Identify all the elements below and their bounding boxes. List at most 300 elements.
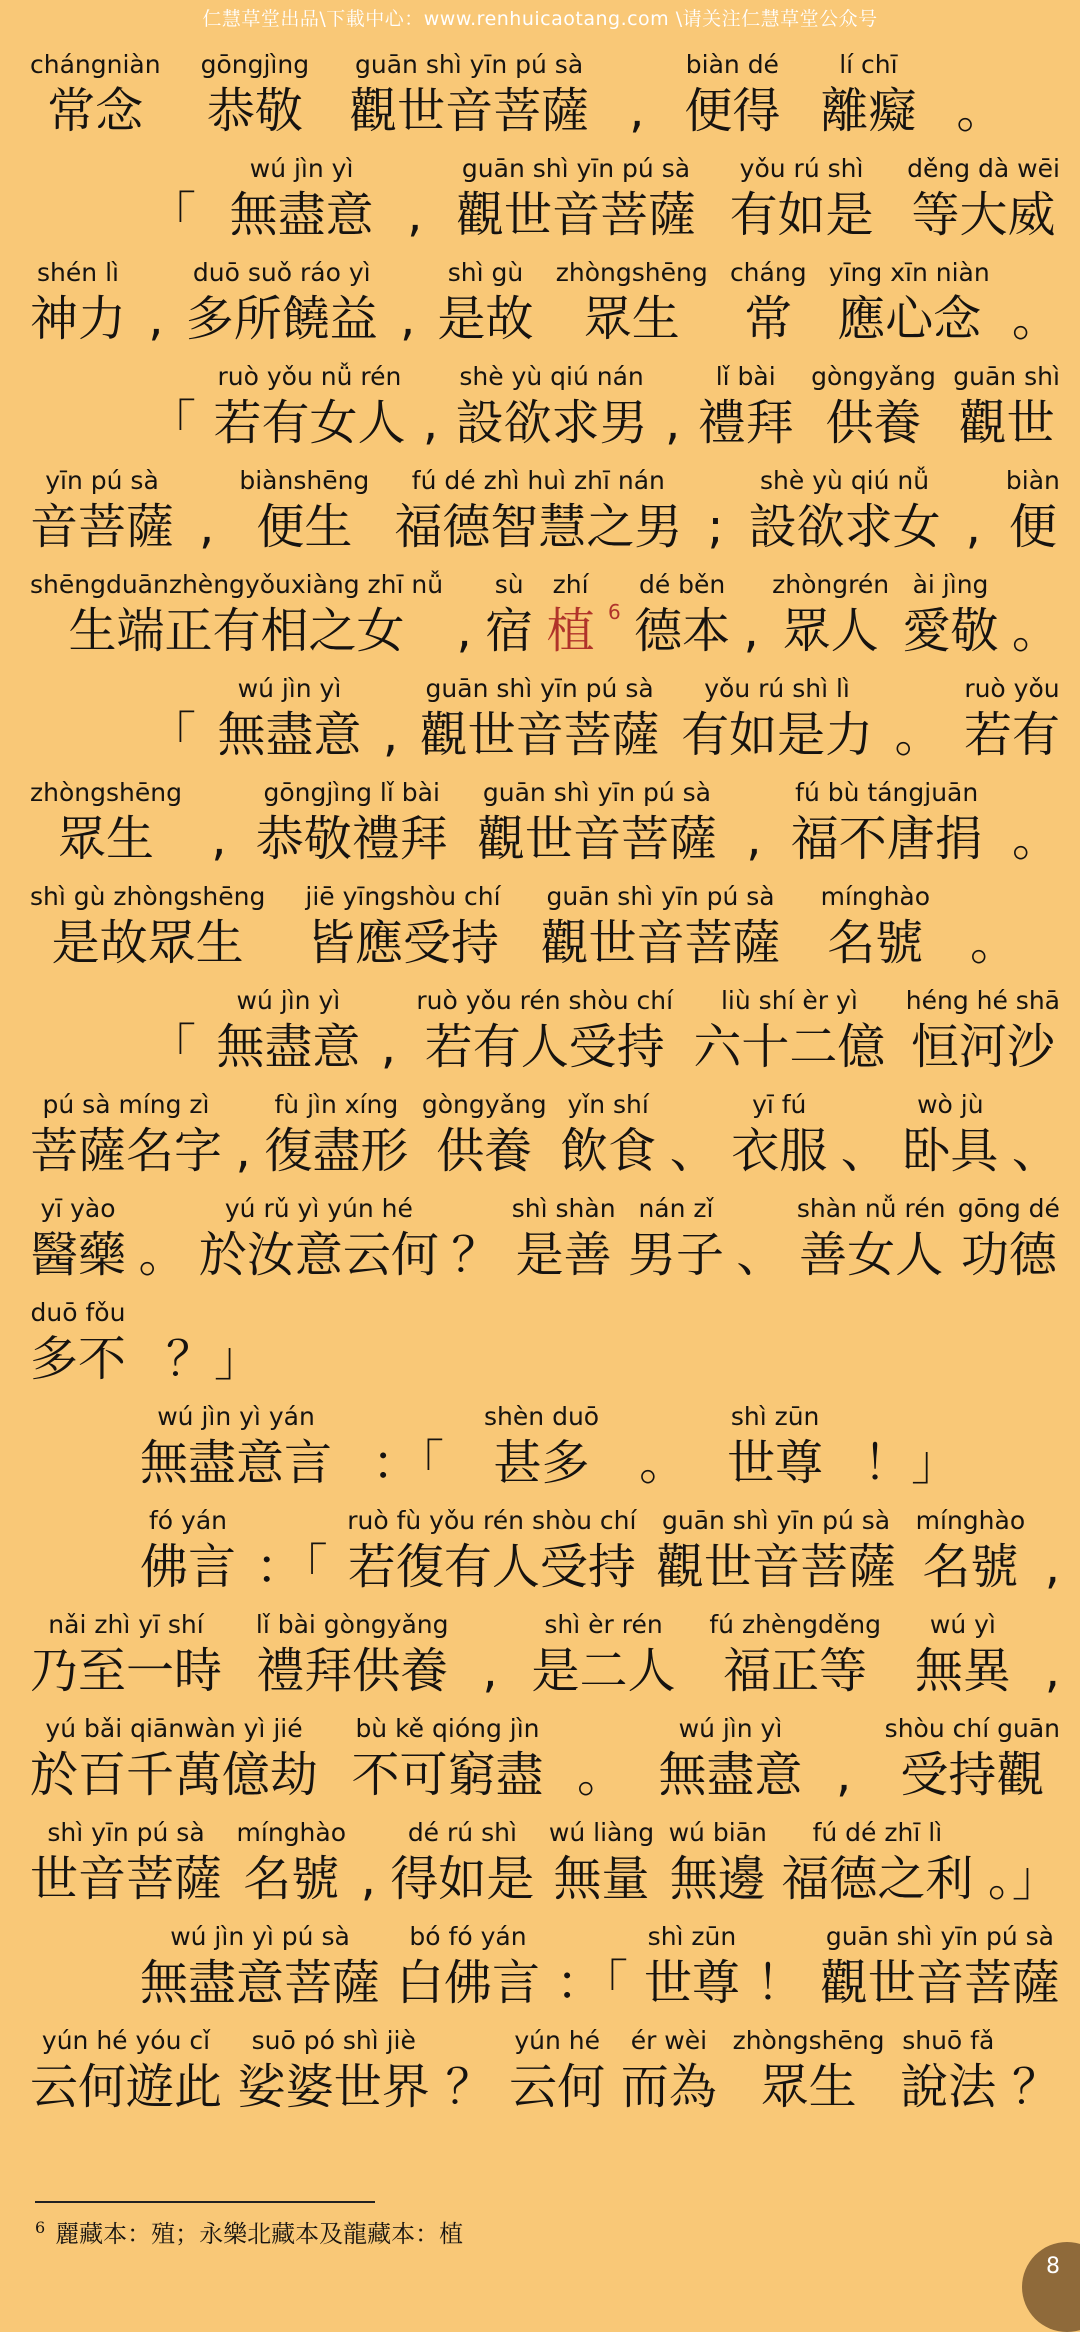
hanzi: 無盡意 bbox=[658, 1747, 803, 1803]
word-unit bbox=[394, 454, 682, 558]
hanzi: 若有女人 bbox=[213, 395, 406, 451]
hanzi: 復盡形 bbox=[264, 1123, 409, 1179]
word-unit bbox=[383, 662, 398, 766]
hanzi: ：「 bbox=[372, 1435, 445, 1491]
pinyin: ruò yǒu nǚ rén bbox=[217, 362, 402, 391]
word-unit bbox=[485, 558, 533, 662]
hanzi: 說法 bbox=[900, 2059, 997, 2115]
word-unit bbox=[213, 350, 405, 454]
pinyin: guān shì yīn pú sà bbox=[661, 1506, 891, 1535]
hanzi: , bbox=[835, 1747, 852, 1803]
hanzi: 衣服 bbox=[731, 1123, 828, 1179]
word-unit bbox=[797, 1182, 946, 1286]
word-unit bbox=[30, 1182, 126, 1286]
word-unit bbox=[256, 1598, 449, 1702]
hanzi: , bbox=[382, 707, 399, 763]
hanzi: 無盡意 bbox=[217, 707, 362, 763]
footnote-text: 麗藏本：殖；永樂北藏本及龍藏本：植 bbox=[55, 2220, 464, 2248]
word-unit bbox=[966, 454, 981, 558]
hanzi: 若有 bbox=[963, 707, 1060, 763]
word-unit bbox=[841, 1078, 889, 1182]
word-unit bbox=[381, 974, 396, 1078]
hanzi: 白佛言 bbox=[395, 1955, 540, 2011]
word-unit bbox=[772, 558, 889, 662]
hanzi: 名號 bbox=[922, 1539, 1019, 1595]
pinyin: fú dé zhì huì zhī nán bbox=[411, 466, 665, 495]
word-unit bbox=[416, 974, 673, 1078]
hanzi: 云何 bbox=[509, 2059, 606, 2115]
word-unit bbox=[547, 558, 595, 662]
hanzi: ; bbox=[707, 499, 724, 555]
hanzi: 皆應受持 bbox=[306, 915, 499, 971]
pinyin: shì yīn pú sà bbox=[47, 1818, 205, 1847]
pinyin: fú bù tángjuān bbox=[795, 778, 979, 807]
hanzi: 禮拜供養 bbox=[256, 1643, 449, 1699]
pinyin: shì shàn bbox=[511, 1194, 616, 1223]
hanzi: 佛言 bbox=[140, 1539, 237, 1595]
hanzi: 設欲求男 bbox=[455, 395, 648, 451]
pinyin: wú jìn yì yán bbox=[157, 1402, 315, 1431]
hanzi: 是故眾生 bbox=[51, 915, 244, 971]
word-unit bbox=[237, 1806, 346, 1910]
word-unit bbox=[820, 38, 916, 142]
text-line bbox=[30, 1078, 1060, 1182]
hanzi: 眾生 bbox=[760, 2059, 857, 2115]
hanzi: 乃至一時 bbox=[30, 1643, 223, 1699]
hanzi: 世音菩薩 bbox=[30, 1851, 223, 1907]
hanzi: 恭敬 bbox=[206, 83, 303, 139]
text-line bbox=[30, 1910, 1060, 2014]
word-unit bbox=[693, 974, 885, 1078]
pinyin: fú zhèngděng bbox=[709, 1610, 881, 1639]
word-unit bbox=[347, 1494, 636, 1598]
word-unit bbox=[658, 1702, 802, 1806]
word-unit bbox=[1012, 766, 1060, 870]
word-unit bbox=[885, 1702, 1060, 1806]
hanzi: 多所饒益 bbox=[185, 291, 378, 347]
word-unit bbox=[199, 1182, 439, 1286]
hanzi: 名號 bbox=[243, 1851, 340, 1907]
word-unit bbox=[30, 1806, 222, 1910]
word-unit bbox=[749, 454, 941, 558]
footnote-marker: 6 bbox=[607, 600, 621, 624]
pinyin: shén lì bbox=[37, 258, 119, 287]
pinyin: shè yù qiú nán bbox=[459, 362, 644, 391]
word-unit bbox=[140, 1390, 332, 1494]
word-unit bbox=[727, 1390, 823, 1494]
word-unit bbox=[407, 142, 422, 246]
word-unit bbox=[1012, 1078, 1060, 1182]
pinyin: fú dé zhī lì bbox=[812, 1818, 943, 1847]
pinyin: shēngduānzhèngyǒuxiàng zhī nǚ bbox=[30, 570, 444, 599]
pinyin: mínghào bbox=[236, 1818, 347, 1847]
pinyin: lí chī bbox=[839, 50, 898, 79]
hanzi: 常 bbox=[744, 291, 793, 347]
word-unit bbox=[731, 1078, 827, 1182]
hanzi: 飲食 bbox=[560, 1123, 657, 1179]
text-line bbox=[30, 2014, 1060, 2118]
hanzi: 受持觀 bbox=[900, 1747, 1045, 1803]
word-unit bbox=[148, 974, 196, 1078]
text-line bbox=[30, 1702, 1060, 1806]
pinyin: wú jìn yì bbox=[237, 674, 342, 703]
word-unit bbox=[634, 558, 730, 662]
footnote-number: 6 bbox=[35, 2218, 46, 2237]
word-unit bbox=[256, 1494, 328, 1598]
word-unit bbox=[451, 1182, 499, 1286]
pinyin: dé rú shì bbox=[407, 1818, 517, 1847]
pinyin: shè yù qiú nǚ bbox=[760, 466, 930, 495]
hanzi: , bbox=[1044, 1643, 1060, 1699]
hanzi: 德本 bbox=[634, 603, 731, 659]
hanzi: , bbox=[422, 395, 439, 451]
word-unit bbox=[560, 1078, 656, 1182]
word-unit bbox=[829, 246, 990, 350]
word-unit bbox=[953, 350, 1060, 454]
word-unit bbox=[239, 454, 369, 558]
hanzi: 六十二億 bbox=[693, 1019, 886, 1075]
word-unit bbox=[1012, 246, 1060, 350]
word-unit bbox=[988, 1806, 1060, 1910]
word-unit bbox=[744, 558, 759, 662]
hanzi: 無盡意言 bbox=[140, 1435, 333, 1491]
text-line bbox=[30, 662, 1060, 766]
hanzi: 應心念 bbox=[837, 291, 982, 347]
pinyin: wò jù bbox=[917, 1090, 984, 1119]
pinyin: guān shì yīn pú sà bbox=[425, 674, 654, 703]
pinyin: yī yào bbox=[40, 1194, 116, 1223]
word-unit bbox=[907, 142, 1060, 246]
hanzi: 娑婆世界 bbox=[237, 2059, 430, 2115]
hanzi: 觀世音菩薩 bbox=[476, 811, 717, 867]
hanzi: 觀世音菩薩 bbox=[419, 707, 660, 763]
pinyin: yǒu rú shì bbox=[739, 154, 864, 183]
word-unit bbox=[549, 1806, 654, 1910]
word-unit bbox=[698, 350, 794, 454]
hanzi: 男子 bbox=[627, 1227, 724, 1283]
word-unit bbox=[422, 1078, 547, 1182]
pinyin: bù kě qióng jìn bbox=[355, 1714, 540, 1743]
word-unit bbox=[30, 38, 161, 142]
hanzi: ？」 bbox=[166, 1331, 263, 1387]
pinyin: zhí bbox=[552, 570, 589, 599]
hanzi: 無異 bbox=[914, 1643, 1011, 1699]
hanzi: 生端正有相之女 bbox=[68, 603, 405, 659]
hanzi: 恒河沙 bbox=[910, 1019, 1055, 1075]
pinyin: yīng xīn niàn bbox=[828, 258, 990, 287]
word-unit bbox=[457, 558, 472, 662]
pinyin: guān shì yīn pú sà bbox=[482, 778, 711, 807]
pinyin: guān shì yīn pú sà bbox=[461, 154, 691, 183]
hanzi: 常念 bbox=[47, 83, 144, 139]
hanzi: ：「 bbox=[255, 1539, 328, 1595]
pinyin: dé běn bbox=[638, 570, 726, 599]
pinyin: ruò yǒu rén shòu chí bbox=[416, 986, 674, 1015]
word-unit bbox=[781, 1806, 973, 1910]
hanzi: 。 bbox=[1011, 811, 1060, 867]
pinyin: wú yì bbox=[929, 1610, 996, 1639]
text-line bbox=[30, 142, 1060, 246]
word-unit bbox=[895, 662, 943, 766]
hanzi: 「 bbox=[148, 395, 197, 451]
text-line bbox=[30, 870, 1060, 974]
hanzi: 。 bbox=[576, 1747, 625, 1803]
word-unit bbox=[736, 1182, 784, 1286]
hanzi: 福德智慧之男 bbox=[394, 499, 683, 555]
hanzi: 禮拜 bbox=[697, 395, 794, 451]
word-unit bbox=[746, 766, 761, 870]
hanzi: , bbox=[965, 499, 981, 555]
word-unit bbox=[916, 1494, 1025, 1598]
hanzi: , bbox=[400, 291, 416, 347]
word-unit bbox=[556, 1910, 628, 2014]
hanzi: 功德 bbox=[960, 1227, 1057, 1283]
hanzi: 觀世音菩薩 bbox=[455, 187, 696, 243]
text-line bbox=[30, 974, 1060, 1078]
hanzi: 、 bbox=[736, 1227, 785, 1283]
word-unit bbox=[811, 350, 936, 454]
hanzi: 。 bbox=[1011, 291, 1060, 347]
word-unit bbox=[629, 38, 644, 142]
word-unit bbox=[900, 2014, 996, 2118]
hanzi: ？ bbox=[451, 1227, 500, 1283]
text-line bbox=[30, 558, 1060, 662]
pinyin: lǐ bài bbox=[715, 362, 776, 391]
word-unit bbox=[791, 766, 983, 870]
hanzi: 無盡意 bbox=[229, 187, 374, 243]
pinyin: biànshēng bbox=[239, 466, 370, 495]
hanzi: , bbox=[629, 83, 645, 139]
hanzi: 便得 bbox=[684, 83, 781, 139]
hanzi: 菩薩名字 bbox=[30, 1123, 223, 1179]
word-unit bbox=[396, 1910, 540, 2014]
sutra-text bbox=[30, 38, 1060, 2118]
hanzi: 等大威 bbox=[911, 187, 1056, 243]
text-line bbox=[30, 1494, 1060, 1598]
hanzi: 若復有人受持 bbox=[347, 1539, 636, 1595]
word-unit bbox=[236, 1078, 251, 1182]
hanzi: 世尊 bbox=[727, 1435, 824, 1491]
word-unit bbox=[541, 870, 781, 974]
text-line bbox=[30, 350, 1060, 454]
word-unit bbox=[216, 974, 360, 1078]
word-unit bbox=[445, 2014, 493, 2118]
pinyin: sù bbox=[494, 570, 524, 599]
hanzi: 名號 bbox=[827, 915, 924, 971]
hanzi: 多不 bbox=[30, 1331, 127, 1387]
word-unit bbox=[217, 662, 361, 766]
hanzi: 。 bbox=[639, 1435, 688, 1491]
pinyin: shuō fǎ bbox=[902, 2026, 995, 2055]
hanzi: , bbox=[1044, 1539, 1060, 1595]
hanzi: 福正等 bbox=[723, 1643, 868, 1699]
pinyin: shòu chí guān bbox=[884, 1714, 1060, 1743]
word-unit bbox=[836, 1702, 851, 1806]
pinyin: shì gù zhòngshēng bbox=[30, 882, 266, 911]
word-unit bbox=[681, 662, 873, 766]
page-number: 8 bbox=[1046, 2254, 1060, 2279]
word-unit bbox=[556, 246, 708, 350]
hanzi: 眾生 bbox=[583, 291, 680, 347]
word-unit bbox=[477, 766, 717, 870]
hanzi: ：「 bbox=[555, 1955, 628, 2011]
text-line bbox=[30, 1286, 1060, 1390]
hanzi: 植 bbox=[546, 603, 595, 659]
hanzi: ！」 bbox=[863, 1435, 960, 1491]
hanzi: , bbox=[148, 291, 164, 347]
word-unit bbox=[964, 662, 1060, 766]
pinyin: ài jìng bbox=[912, 570, 989, 599]
word-unit bbox=[30, 1598, 222, 1702]
word-unit bbox=[305, 870, 500, 974]
word-unit bbox=[349, 38, 589, 142]
word-unit bbox=[707, 454, 723, 558]
pinyin: wú jìn yì bbox=[678, 1714, 783, 1743]
hanzi: 、 bbox=[1011, 1123, 1060, 1179]
word-unit bbox=[264, 1078, 408, 1182]
pinyin: nǎi zhì yī shí bbox=[48, 1610, 204, 1639]
text-line bbox=[30, 454, 1060, 558]
hanzi: 無盡意 bbox=[216, 1019, 361, 1075]
word-unit bbox=[390, 1806, 534, 1910]
text-line bbox=[30, 1598, 1060, 1702]
hanzi: , bbox=[407, 187, 423, 243]
pinyin: gòngyǎng bbox=[421, 1090, 547, 1119]
text-line bbox=[30, 766, 1060, 870]
hanzi: 是故 bbox=[437, 291, 534, 347]
pinyin: mínghào bbox=[915, 1506, 1026, 1535]
pinyin: jiē yīngshòu chí bbox=[305, 882, 501, 911]
word-unit bbox=[372, 1390, 444, 1494]
hanzi: , bbox=[235, 1123, 251, 1179]
word-unit bbox=[230, 142, 374, 246]
pinyin: shì zūn bbox=[730, 1402, 820, 1431]
word-unit bbox=[733, 2014, 885, 2118]
word-unit bbox=[1045, 1494, 1060, 1598]
pinyin: liù shí èr yì bbox=[720, 986, 858, 1015]
pinyin: suō pó shì jiè bbox=[251, 2026, 416, 2055]
text-line bbox=[30, 1390, 1060, 1494]
pinyin: biàn dé bbox=[685, 50, 779, 79]
hanzi: 於百千萬億劫 bbox=[30, 1747, 319, 1803]
pinyin: pú sà míng zì bbox=[42, 1090, 210, 1119]
hanzi: 眾生 bbox=[57, 811, 154, 867]
pinyin: zhòngshēng bbox=[555, 258, 708, 287]
word-unit bbox=[456, 350, 648, 454]
pinyin: ér wèi bbox=[630, 2026, 708, 2055]
pinyin: yī fú bbox=[752, 1090, 807, 1119]
hanzi: 不可窮盡 bbox=[351, 1747, 544, 1803]
hanzi: 是善 bbox=[515, 1227, 612, 1283]
pinyin: fù jìn xíng bbox=[274, 1090, 399, 1119]
pinyin: ruò fù yǒu rén shòu chí bbox=[347, 1506, 637, 1535]
pinyin: zhòngrén bbox=[772, 570, 890, 599]
hanzi: 。」 bbox=[987, 1851, 1060, 1907]
hanzi: 眾人 bbox=[782, 603, 879, 659]
text-line bbox=[30, 38, 1060, 142]
hanzi: , bbox=[211, 811, 227, 867]
word-unit bbox=[201, 38, 309, 142]
pinyin: guān shì yīn pú sà bbox=[355, 50, 584, 79]
hanzi: 。 bbox=[1011, 603, 1060, 659]
pinyin: zhòngshēng bbox=[732, 2026, 885, 2055]
word-unit bbox=[30, 766, 182, 870]
word-unit bbox=[482, 1598, 497, 1702]
word-unit bbox=[361, 1806, 376, 1910]
pinyin: shì zūn bbox=[647, 1922, 737, 1951]
pinyin: shàn nǚ rén bbox=[796, 1194, 946, 1223]
pinyin: děng dà wēi bbox=[907, 154, 1060, 183]
hanzi: 福不唐捐 bbox=[790, 811, 983, 867]
word-unit bbox=[509, 2014, 605, 2118]
word-unit bbox=[956, 38, 1004, 142]
hanzi: 。 bbox=[138, 1227, 187, 1283]
word-unit bbox=[30, 2014, 222, 2118]
hanzi: 於汝意云何 bbox=[198, 1227, 439, 1283]
hanzi: 觀世音菩薩 bbox=[349, 83, 590, 139]
pinyin: yú bǎi qiānwàn yì jié bbox=[45, 1714, 303, 1743]
word-unit bbox=[400, 246, 415, 350]
pinyin: chángniàn bbox=[30, 50, 161, 79]
word-unit bbox=[1012, 2014, 1060, 2118]
word-unit bbox=[532, 1598, 676, 1702]
pinyin: yǐn shí bbox=[567, 1090, 649, 1119]
word-unit bbox=[148, 142, 196, 246]
hanzi: ？ bbox=[1011, 2059, 1060, 2115]
word-unit bbox=[30, 1702, 318, 1806]
word-unit bbox=[30, 870, 265, 974]
hanzi: , bbox=[743, 603, 759, 659]
word-unit bbox=[30, 246, 126, 350]
hanzi: 「 bbox=[148, 707, 197, 763]
hanzi: 無盡意菩薩 bbox=[140, 1955, 381, 2011]
pinyin: yún hé yóu cǐ bbox=[41, 2026, 211, 2055]
word-unit bbox=[211, 766, 226, 870]
hanzi: , bbox=[199, 499, 215, 555]
word-unit bbox=[140, 1494, 236, 1598]
hanzi: 便 bbox=[1008, 499, 1057, 555]
text-line bbox=[30, 1182, 1060, 1286]
hanzi: 世尊 bbox=[643, 1955, 740, 2011]
word-unit bbox=[423, 350, 438, 454]
hanzi: 恭敬禮拜 bbox=[255, 811, 448, 867]
word-unit bbox=[438, 246, 534, 350]
hanzi: 有如是 bbox=[729, 187, 874, 243]
word-unit bbox=[577, 1702, 625, 1806]
word-unit bbox=[621, 2014, 717, 2118]
pinyin: guān shì yīn pú sà bbox=[546, 882, 775, 911]
hanzi: 觀世音菩薩 bbox=[819, 1955, 1060, 2011]
pinyin: héng hé shā bbox=[905, 986, 1060, 1015]
pinyin: wú liàng bbox=[548, 1818, 655, 1847]
word-unit bbox=[644, 1910, 740, 2014]
word-unit bbox=[970, 870, 1018, 974]
word-unit bbox=[351, 1702, 543, 1806]
pinyin: shèn duō bbox=[484, 1402, 600, 1431]
word-unit bbox=[906, 974, 1060, 1078]
word-unit bbox=[420, 662, 660, 766]
word-unit bbox=[1006, 454, 1060, 558]
hanzi: 宿 bbox=[485, 603, 534, 659]
hanzi: ！ bbox=[755, 1955, 804, 2011]
word-unit bbox=[484, 1390, 599, 1494]
hanzi: , bbox=[746, 811, 762, 867]
pinyin: fó yán bbox=[149, 1506, 228, 1535]
hanzi: 觀世音菩薩 bbox=[656, 1539, 897, 1595]
pinyin: bó fó yán bbox=[409, 1922, 527, 1951]
hanzi: 。 bbox=[894, 707, 943, 763]
pinyin: wú jìn yì bbox=[236, 986, 341, 1015]
